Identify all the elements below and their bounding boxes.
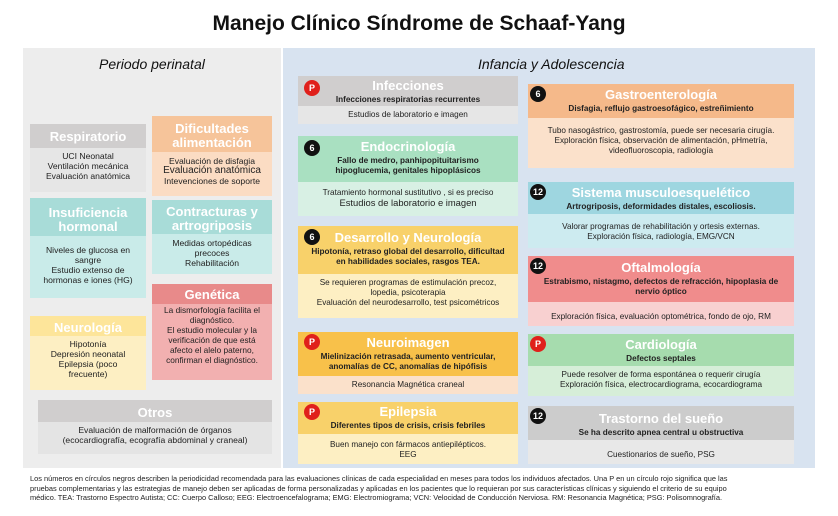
desarrollo-line: lopedia, psicoterapia [370, 288, 446, 297]
gastro-line: Exploración física, observación de alimentación, pHmetría, [554, 136, 768, 145]
cardiologia-line: Puede resolver de forma espontánea o requerir cirugía [561, 370, 761, 379]
periodicity-badge-icon: 6 [304, 140, 320, 156]
genetica-line: diagnóstico. [189, 315, 235, 325]
footnote [30, 474, 812, 503]
desarrollo-box [298, 226, 518, 318]
periodicity-badge-icon: 12 [530, 184, 546, 200]
epilepsia-title: Epilepsia [379, 404, 437, 419]
gastro-summary: Disfagia, reflujo gastroesofágico, estreñimiento [568, 104, 754, 113]
musculo-line: Valorar programas de rehabilitación y ortesis externas. [562, 222, 760, 231]
endocrinologia-summary: hipoglucemia, genitales hipoplásicos [335, 166, 481, 175]
desarrollo-line: Se requieren programas de estimulación precoz, [319, 278, 497, 287]
infecciones-summary: Infecciones respiratorias recurrentes [335, 95, 481, 104]
musculo-title: Sistema musculoesquelético [571, 185, 751, 200]
otros-line: (ecocardiografía, ecografía abdominal y craneal) [62, 435, 248, 445]
insuficiencia-box [30, 198, 146, 298]
genetica-line: afecto el alelo paterno, [170, 345, 254, 355]
infecciones-box [298, 76, 518, 124]
epilepsia-box [298, 402, 518, 464]
neuroimagen-box [298, 332, 518, 394]
genetica-line: El estudio molecular y la [167, 325, 257, 335]
periodicity-badge-icon: 12 [530, 258, 546, 274]
contracturas-line: precoces [194, 248, 230, 258]
cardiologia-box [528, 334, 794, 396]
sueno-box [528, 406, 794, 464]
infecciones-line: Estudios de laboratorio e imagen [348, 110, 468, 119]
desarrollo-line: Evaluación del neurodesarrollo, test psicométricos [316, 298, 500, 307]
dificultades-title: alimentación [172, 135, 252, 150]
neuroimagen-summary: Mielinización retrasada, aumento ventricular, [320, 352, 496, 361]
neurologia-box [30, 316, 146, 390]
neurologia-line: Hipotonía [69, 339, 107, 349]
insuficiencia-line: sangre [74, 255, 102, 265]
oftalmologia-summary: nervio óptico [635, 287, 687, 296]
personalized-badge-icon: P [304, 80, 320, 96]
neurologia-line: frecuente) [68, 369, 108, 379]
genetica-title: Genética [184, 287, 240, 302]
otros-title: Otros [137, 405, 173, 420]
insuficiencia-line: Estudio extenso de [51, 265, 125, 275]
epilepsia-summary: Diferentes tipos de crisis, crisis febriles [330, 421, 486, 430]
oftalmologia-line: Exploración física, evaluación optométrica, fondo de ojo, RM [551, 312, 771, 321]
dificultades-line: Intevenciones de soporte [163, 176, 261, 186]
footnote-line: Los números en círculos negros describen la periodicidad recomendada para las evaluaciones clínicas de cada especialidad en meses para todos los individuos afectados. Una P en un círculo rojo significa que las [30, 474, 728, 483]
dificultades-title: Dificultades [175, 121, 249, 136]
sueno-line: Cuestionarios de sueño, PSG [607, 450, 715, 459]
oftalmologia-title: Oftalmología [621, 260, 701, 275]
cardiologia-title: Cardiología [625, 337, 697, 352]
infancia-panel-title: Infancia y Adolescencia [478, 56, 625, 72]
periodicity-badge-icon: 6 [530, 86, 546, 102]
respiratorio-line: UCI Neonatal [62, 151, 114, 161]
neurologia-line: Epilepsia (poco [58, 359, 118, 369]
contracturas-title: artrogriposis [171, 218, 253, 233]
perinatal-panel-title: Periodo perinatal [99, 56, 205, 72]
otros-box [38, 400, 272, 454]
periodicity-badge-icon: 12 [530, 408, 546, 424]
footnote-line: pruebas complementarias y las estrategias de manejo deben ser aplicadas de forma personalizadas y aplicadas en los pacientes que lo requieran por sus características clínicas y siguiendo el criterio de su equipo [30, 483, 727, 493]
oftalmologia-summary: Estrabismo, nistagmo, defectos de refracción, hipoplasia de [543, 277, 779, 286]
endocrinologia-box [298, 136, 518, 216]
gastro-title: Gastroenterología [605, 87, 717, 102]
neuroimagen-summary: anomalías de CC, anomalías de hipófisis [328, 362, 488, 371]
sueno-summary: Se ha descrito apnea central u obstructiva [578, 428, 744, 437]
personalized-badge-icon: P [304, 334, 320, 350]
neuroimagen-title: Neuroimagen [366, 335, 450, 350]
endocrinologia-line: Tratamiento hormonal sustitutivo , si es preciso [322, 188, 494, 197]
insuficiencia-title: Insuficiencia [48, 205, 128, 220]
insuficiencia-title: hormonal [58, 219, 118, 234]
desarrollo-summary: en habilidades sociales, rasgos TEA. [336, 257, 480, 266]
genetica-line: confirman el diagnóstico. [166, 355, 258, 365]
neurologia-line: Depresión neonatal [50, 349, 126, 359]
respiratorio-title: Respiratorio [49, 129, 127, 144]
respiratorio-line: Evaluación anatómica [45, 171, 131, 181]
contracturas-box [152, 200, 272, 274]
epilepsia-line: EEG [399, 450, 417, 459]
page-title: Manejo Clínico Síndrome de Schaaf-Yang [212, 12, 626, 35]
gastro-line: videofluoroscopia, radiología [608, 146, 714, 155]
neuroimagen-line: Resonancia Magnética craneal [351, 380, 465, 389]
footnote-line: médico. TEA: Trastorno Espectro Autista; CC: Cuerpo Calloso; EEG: Electroencefalograma; EMG: Electromiograma; VCN: Velocidad de Conducción Nerviosa. RM: Resonancia Magnética; PSG: Polisomnografía. [30, 493, 723, 502]
desarrollo-title: Desarrollo y Neurología [334, 230, 482, 245]
respiratorio-line: Ventilación mecánica [47, 161, 129, 171]
contracturas-line: Medidas ortopédicas [172, 238, 252, 248]
endocrinologia-title: Endocrinología [360, 139, 456, 154]
personalized-badge-icon: P [304, 404, 320, 420]
genetica-box [152, 284, 272, 380]
otros-line: Evaluación de malformación de órganos [78, 425, 232, 435]
neurologia-title: Neurología [54, 320, 122, 335]
dificultades-box [152, 116, 272, 196]
contracturas-line: Rehabilitación [185, 258, 239, 268]
infecciones-title: Infecciones [372, 78, 444, 93]
epilepsia-line: Buen manejo con fármacos antiepilépticos. [329, 440, 487, 449]
personalized-badge-icon: P [530, 336, 546, 352]
oftalmologia-box [528, 256, 794, 326]
cardiologia-line: Exploración física, electrocardiograma, ecocardiograma [559, 380, 763, 389]
gastro-line: Tubo nasogástrico, gastrostomía, puede ser necesaria cirugía. [547, 126, 775, 135]
dificultades-line: Evaluación anatómica [163, 165, 261, 176]
endocrinologia-line: Estudios de laboratorio e imagen [339, 197, 477, 208]
respiratorio-box [30, 124, 146, 192]
dificultades-line: Evaluación de disfagia [169, 156, 255, 166]
insuficiencia-line: hormonas e iones (HG) [43, 275, 133, 285]
desarrollo-summary: Hipotonía, retraso global del desarrollo, dificultad [311, 247, 505, 256]
gastro-box [528, 84, 794, 168]
periodicity-badge-icon: 6 [304, 229, 320, 245]
musculo-box [528, 182, 794, 248]
genetica-line: verificación de que está [168, 335, 256, 345]
endocrinologia-summary: Fallo de medro, panhipopituitarismo [337, 156, 479, 165]
insuficiencia-line: Niveles de glucosa en [45, 245, 131, 255]
musculo-line: Exploración física, radiología, EMG/VCN [587, 232, 735, 241]
contracturas-title: Contracturas y [166, 204, 258, 219]
cardiologia-summary: Defectos septales [626, 354, 696, 363]
musculo-summary: Artrogriposis, deformidades distales, escoliosis. [566, 202, 756, 211]
sueno-title: Trastorno del sueño [598, 411, 724, 426]
genetica-line: La dismorfología facilita el [164, 305, 260, 315]
